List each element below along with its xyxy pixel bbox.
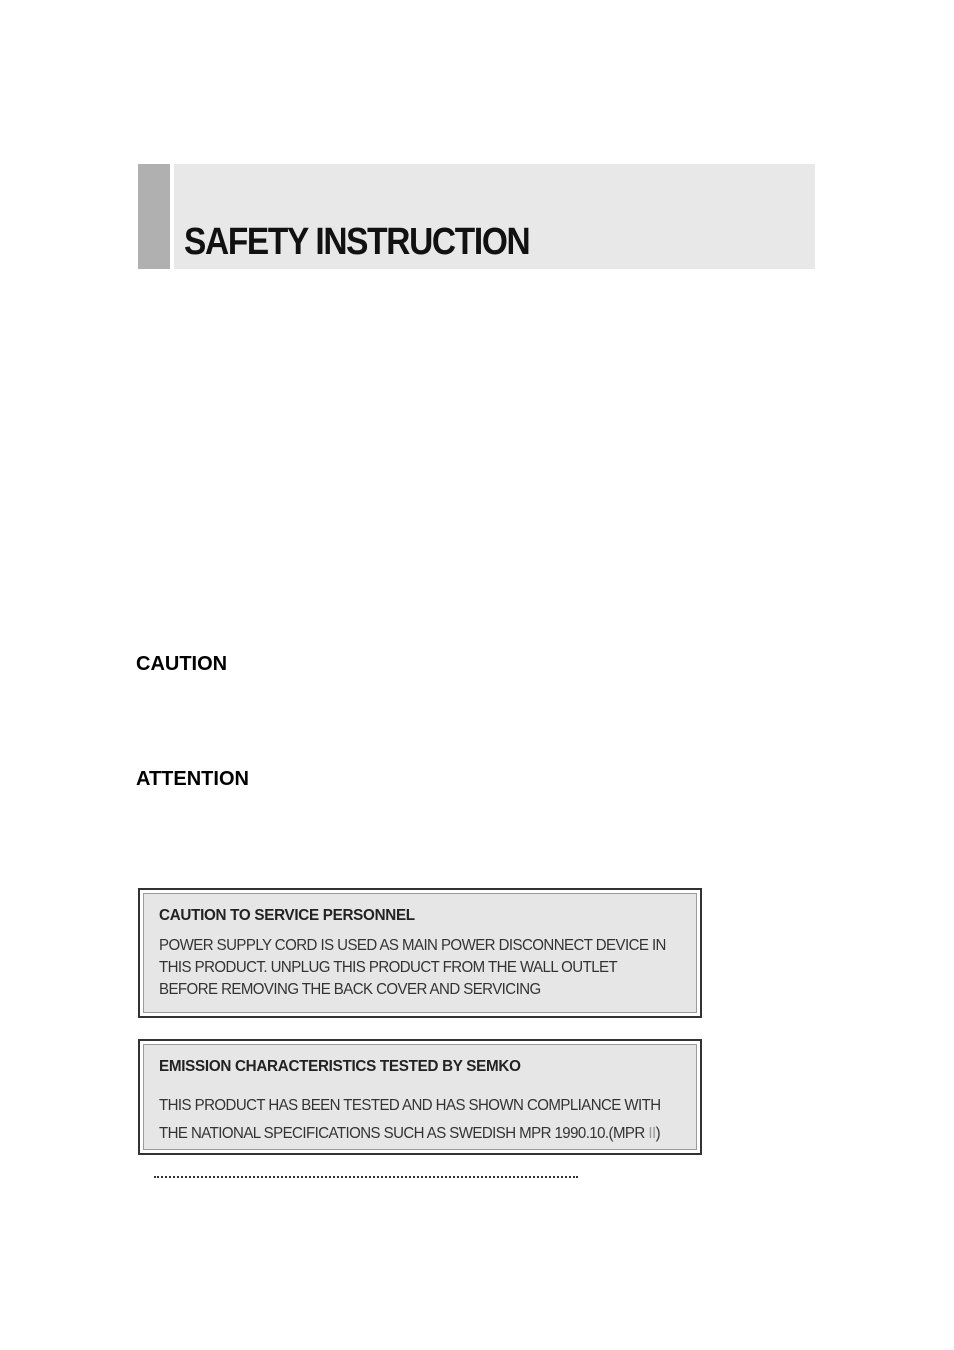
emission-notice: [138, 1039, 702, 1155]
dotted-divider: [154, 1176, 578, 1178]
notice-line-text: THE NATIONAL SPECIFICATIONS SUCH AS SWEDISH MPR 1990.10.(MPR: [159, 1125, 649, 1142]
notice-panel: [143, 893, 697, 1013]
mpr-class-text: II: [648, 1125, 656, 1142]
notice-line-with-suffix: [159, 1120, 661, 1148]
notice-line: POWER SUPPLY CORD IS USED AS MAIN POWER DISCONNECT DEVICE IN: [159, 937, 666, 954]
notice-panel: [143, 1044, 697, 1150]
notice-line-end: ): [655, 1125, 661, 1142]
notice-body: [159, 935, 666, 1001]
notice-line: THIS PRODUCT. UNPLUG THIS PRODUCT FROM THE WALL OUTLET: [159, 959, 618, 976]
notice-line: THIS PRODUCT HAS BEEN TESTED AND HAS SHOWN COMPLIANCE WITH: [159, 1097, 661, 1114]
attention-heading: ATTENTION: [136, 768, 249, 790]
title-banner: [138, 164, 815, 269]
caution-heading: CAUTION: [136, 653, 228, 675]
notice-body: [159, 1092, 661, 1148]
notice-line: BEFORE REMOVING THE BACK COVER AND SERVICING: [159, 981, 541, 998]
page-title: SAFETY INSTRUCTION: [184, 221, 530, 263]
notice-title: EMISSION CHARACTERISTICS TESTED BY SEMKO: [159, 1058, 521, 1075]
title-panel: [174, 164, 815, 269]
title-accent-bar: [138, 164, 170, 269]
service-personnel-notice: [138, 888, 702, 1018]
notice-title: CAUTION TO SERVICE PERSONNEL: [159, 907, 415, 924]
